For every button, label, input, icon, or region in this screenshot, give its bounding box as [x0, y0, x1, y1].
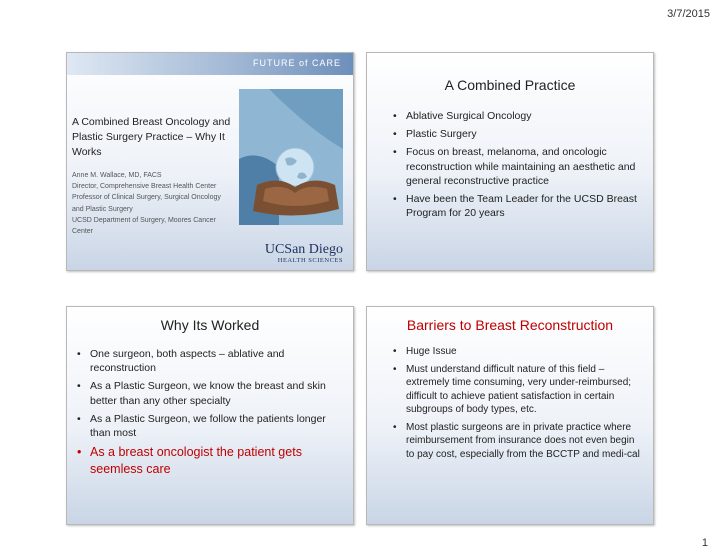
ucsd-logo	[265, 243, 343, 264]
author-line: UCSD Department of Surgery, Moores Cancer	[72, 216, 216, 224]
slide-1-title: A Combined Breast Oncology and Plastic Surgery Practice – Why It Works	[72, 116, 231, 159]
logo-main: UCSan Diego	[264, 242, 343, 257]
slide-4-title: Barriers to Breast Reconstruction	[406, 317, 614, 333]
hands-holding-globe-image	[239, 89, 343, 225]
author-line: and Plastic Surgery	[72, 205, 133, 213]
bullet-item: • Ablative Surgical Oncology	[393, 109, 645, 123]
bullet-item: • Have been the Team Leader for the UCSD Breast Program for 20 years	[393, 192, 645, 220]
bullet-item: • Focus on breast, melanoma, and oncologic reconstruction while maintaining an aesthetic and general reconstructive practice	[393, 145, 645, 188]
bullet-item: • Huge Issue	[393, 345, 645, 359]
slide-2	[366, 52, 654, 271]
bullet-item-highlight: • As a breast oncologist the patient gets seemless care	[77, 444, 339, 478]
slide-1-author	[72, 170, 247, 237]
author-line: Director, Comprehensive Breast Health Center	[72, 183, 217, 191]
banner-text: FUTURE of CARE	[252, 58, 341, 68]
page-date: 3/7/2015	[667, 8, 710, 20]
bullet-item: • As a Plastic Surgeon, we follow the patients longer than most	[77, 412, 339, 440]
logo-sub: HEALTH SCIENCES	[277, 257, 343, 264]
bullet-item: • One surgeon, both aspects – ablative and reconstruction	[77, 347, 339, 375]
bullet-item: • As a Plastic Surgeon, we know the breast and skin better than any other specialty	[77, 379, 339, 407]
slide-2-title: A Combined Practice	[444, 77, 576, 93]
author-line: Anne M. Wallace, MD, FACS	[72, 172, 162, 179]
slide-3-bullets	[77, 347, 339, 482]
slide-1	[66, 52, 354, 271]
slide-4-bullets	[393, 345, 645, 465]
bullet-item: • Plastic Surgery	[393, 127, 645, 141]
globe-illustration	[239, 89, 343, 225]
slide-1-banner	[67, 53, 353, 75]
page-number: 1	[701, 537, 708, 549]
bullet-item: • Most plastic surgeons are in private practice where reimbursement from insurance does not even begin to pay cost, especially from the BCCTP and medi-cal	[393, 421, 645, 462]
bullet-item: • Must understand difficult nature of this field – extremely time consuming, very under-reimbursed; difficult to achieve patient satisfaction in certain subgroups of body types, etc.	[393, 363, 645, 417]
slide-3-title: Why Its Worked	[160, 317, 260, 333]
slide-3	[66, 306, 354, 525]
slide-4	[366, 306, 654, 525]
author-line: Center	[72, 227, 94, 235]
author-line: Professor of Clinical Surgery, Surgical Oncology	[72, 194, 221, 202]
slide-2-bullets	[393, 109, 645, 224]
